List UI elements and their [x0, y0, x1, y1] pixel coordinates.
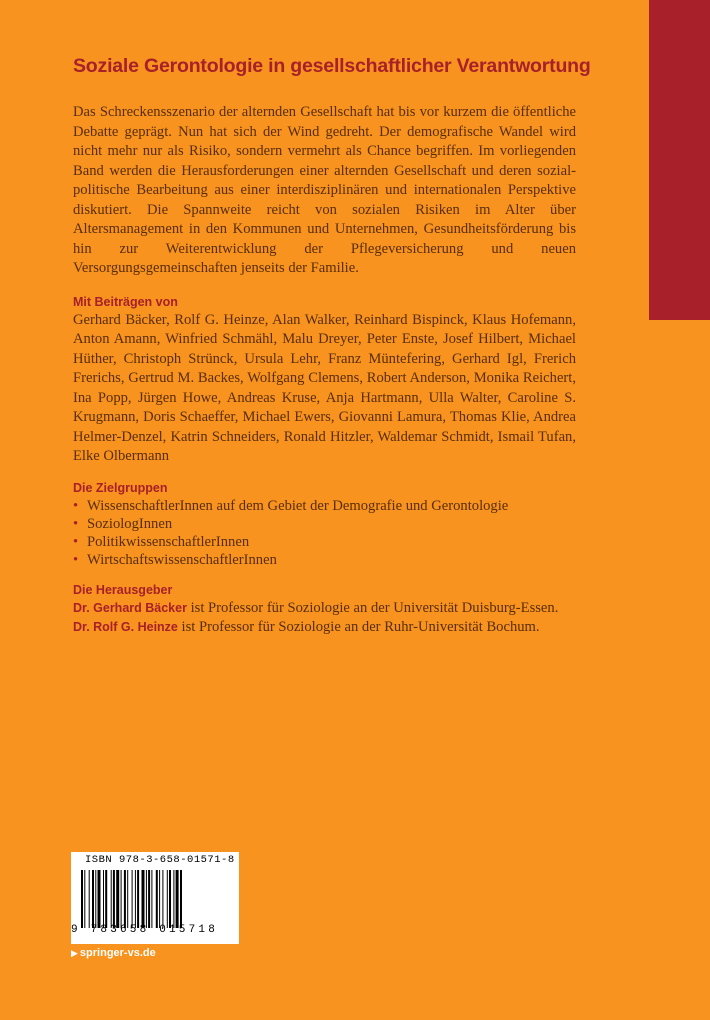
contributors-list: Gerhard Bäcker, Rolf G. Heinze, Alan Walker, Reinhard Bispinck, Klaus Hofemann, Anton Amann, Winfried Schmähl, Malu Dreyer, Peter Enste, Josef Hilbert, Michael Hüther, Christoph Strünck, Ursula Lehr, Franz Müntefering, Gerhard Igl, Frerich Frerichs, Gertrud M. Backes, Wolfgang Clemens, Robert Anderson, Monika Reichert, Ina Popp, Jürgen Howe, Andreas Kruse, Anja Hartmann, Ulla Walter, Caroline S. Krugmann, Doris Schaeffer, Michael Ewers, Giovanni Lamura, Thomas Klie, Andrea Helmer-Denzel, Katrin Schneiders, Ronald Hitzler, Waldemar Schmidt, Ismail Tufan, Elke Olbermann: [73, 311, 576, 464]
back-cover-text: [73, 103, 576, 649]
list-item: [73, 533, 576, 551]
target-groups-section: [73, 479, 576, 569]
editor-description: ist Professor für Soziologie an der Ruhr-Universität Bochum.: [177, 618, 540, 635]
bullet-icon: •: [73, 533, 79, 550]
list-item: [73, 551, 576, 569]
bullet-icon: •: [73, 515, 79, 532]
list-item: [73, 515, 576, 533]
editors-section: [73, 581, 576, 637]
editor-name: Dr. Gerhard Bäcker: [73, 600, 187, 615]
arrow-right-icon: ▶: [71, 948, 78, 958]
contributors-heading: Mit Beiträgen von: [73, 294, 178, 309]
target-group-label: WirtschaftswissenschaftlerInnen: [87, 551, 277, 568]
target-groups-list: [73, 497, 576, 569]
publisher-url: springer-vs.de: [79, 947, 156, 959]
publisher-link[interactable]: [71, 947, 156, 959]
target-group-label: PolitikwissenschaftlerInnen: [87, 533, 250, 550]
bullet-icon: •: [73, 497, 79, 514]
target-group-label: SoziologInnen: [87, 515, 173, 532]
contributors-section: [73, 293, 576, 467]
barcode-icon: [81, 870, 231, 928]
description-paragraph: Das Schreckensszenario der alternden Gesellschaft hat bis vor kurzem die öffentliche Debatte geprägt. Nun hat sich der Wind gedreht. Der demografische Wandel wird nicht mehr nur als Risiko, sondern vermehrt als Chance begriffen. Im vorliegenden Band werden die Herausforderungen einer alternden Gesellschaft und deren sozial-politische Bearbeitung aus einer interdisziplinären und internationalen Perspektive diskutiert. Die Spannweite reicht von sozialen Risiken im Alter über Altersmanagement in den Kommunen und Unternehmen, Gesundheitsförderung bis hin zur Weiterentwicklung der Pflegeversicherung und neuen Versorgungsgemeinschaften jenseits der Familie.: [73, 104, 576, 276]
isbn-label: ISBN 978-3-658-01571-8: [85, 854, 235, 866]
editor-entry: [73, 618, 576, 637]
barcode-digits: 9 783658 015718: [71, 924, 219, 936]
book-title: Soziale Gerontologie in gesellschaftlicher Verantwortung: [73, 55, 591, 77]
isbn-barcode-box: [71, 852, 239, 944]
editors-heading: Die Herausgeber: [73, 582, 173, 597]
editor-entry: [73, 599, 576, 618]
editor-name: Dr. Rolf G. Heinze: [73, 619, 178, 634]
red-accent-band: [649, 0, 710, 320]
target-groups-heading: Die Zielgruppen: [73, 480, 168, 495]
editor-description: ist Professor für Soziologie an der Universität Duisburg-Essen.: [186, 599, 559, 616]
list-item: [73, 497, 576, 515]
target-group-label: WissenschaftlerInnen auf dem Gebiet der Demografie und Gerontologie: [87, 497, 509, 514]
bullet-icon: •: [73, 551, 79, 568]
